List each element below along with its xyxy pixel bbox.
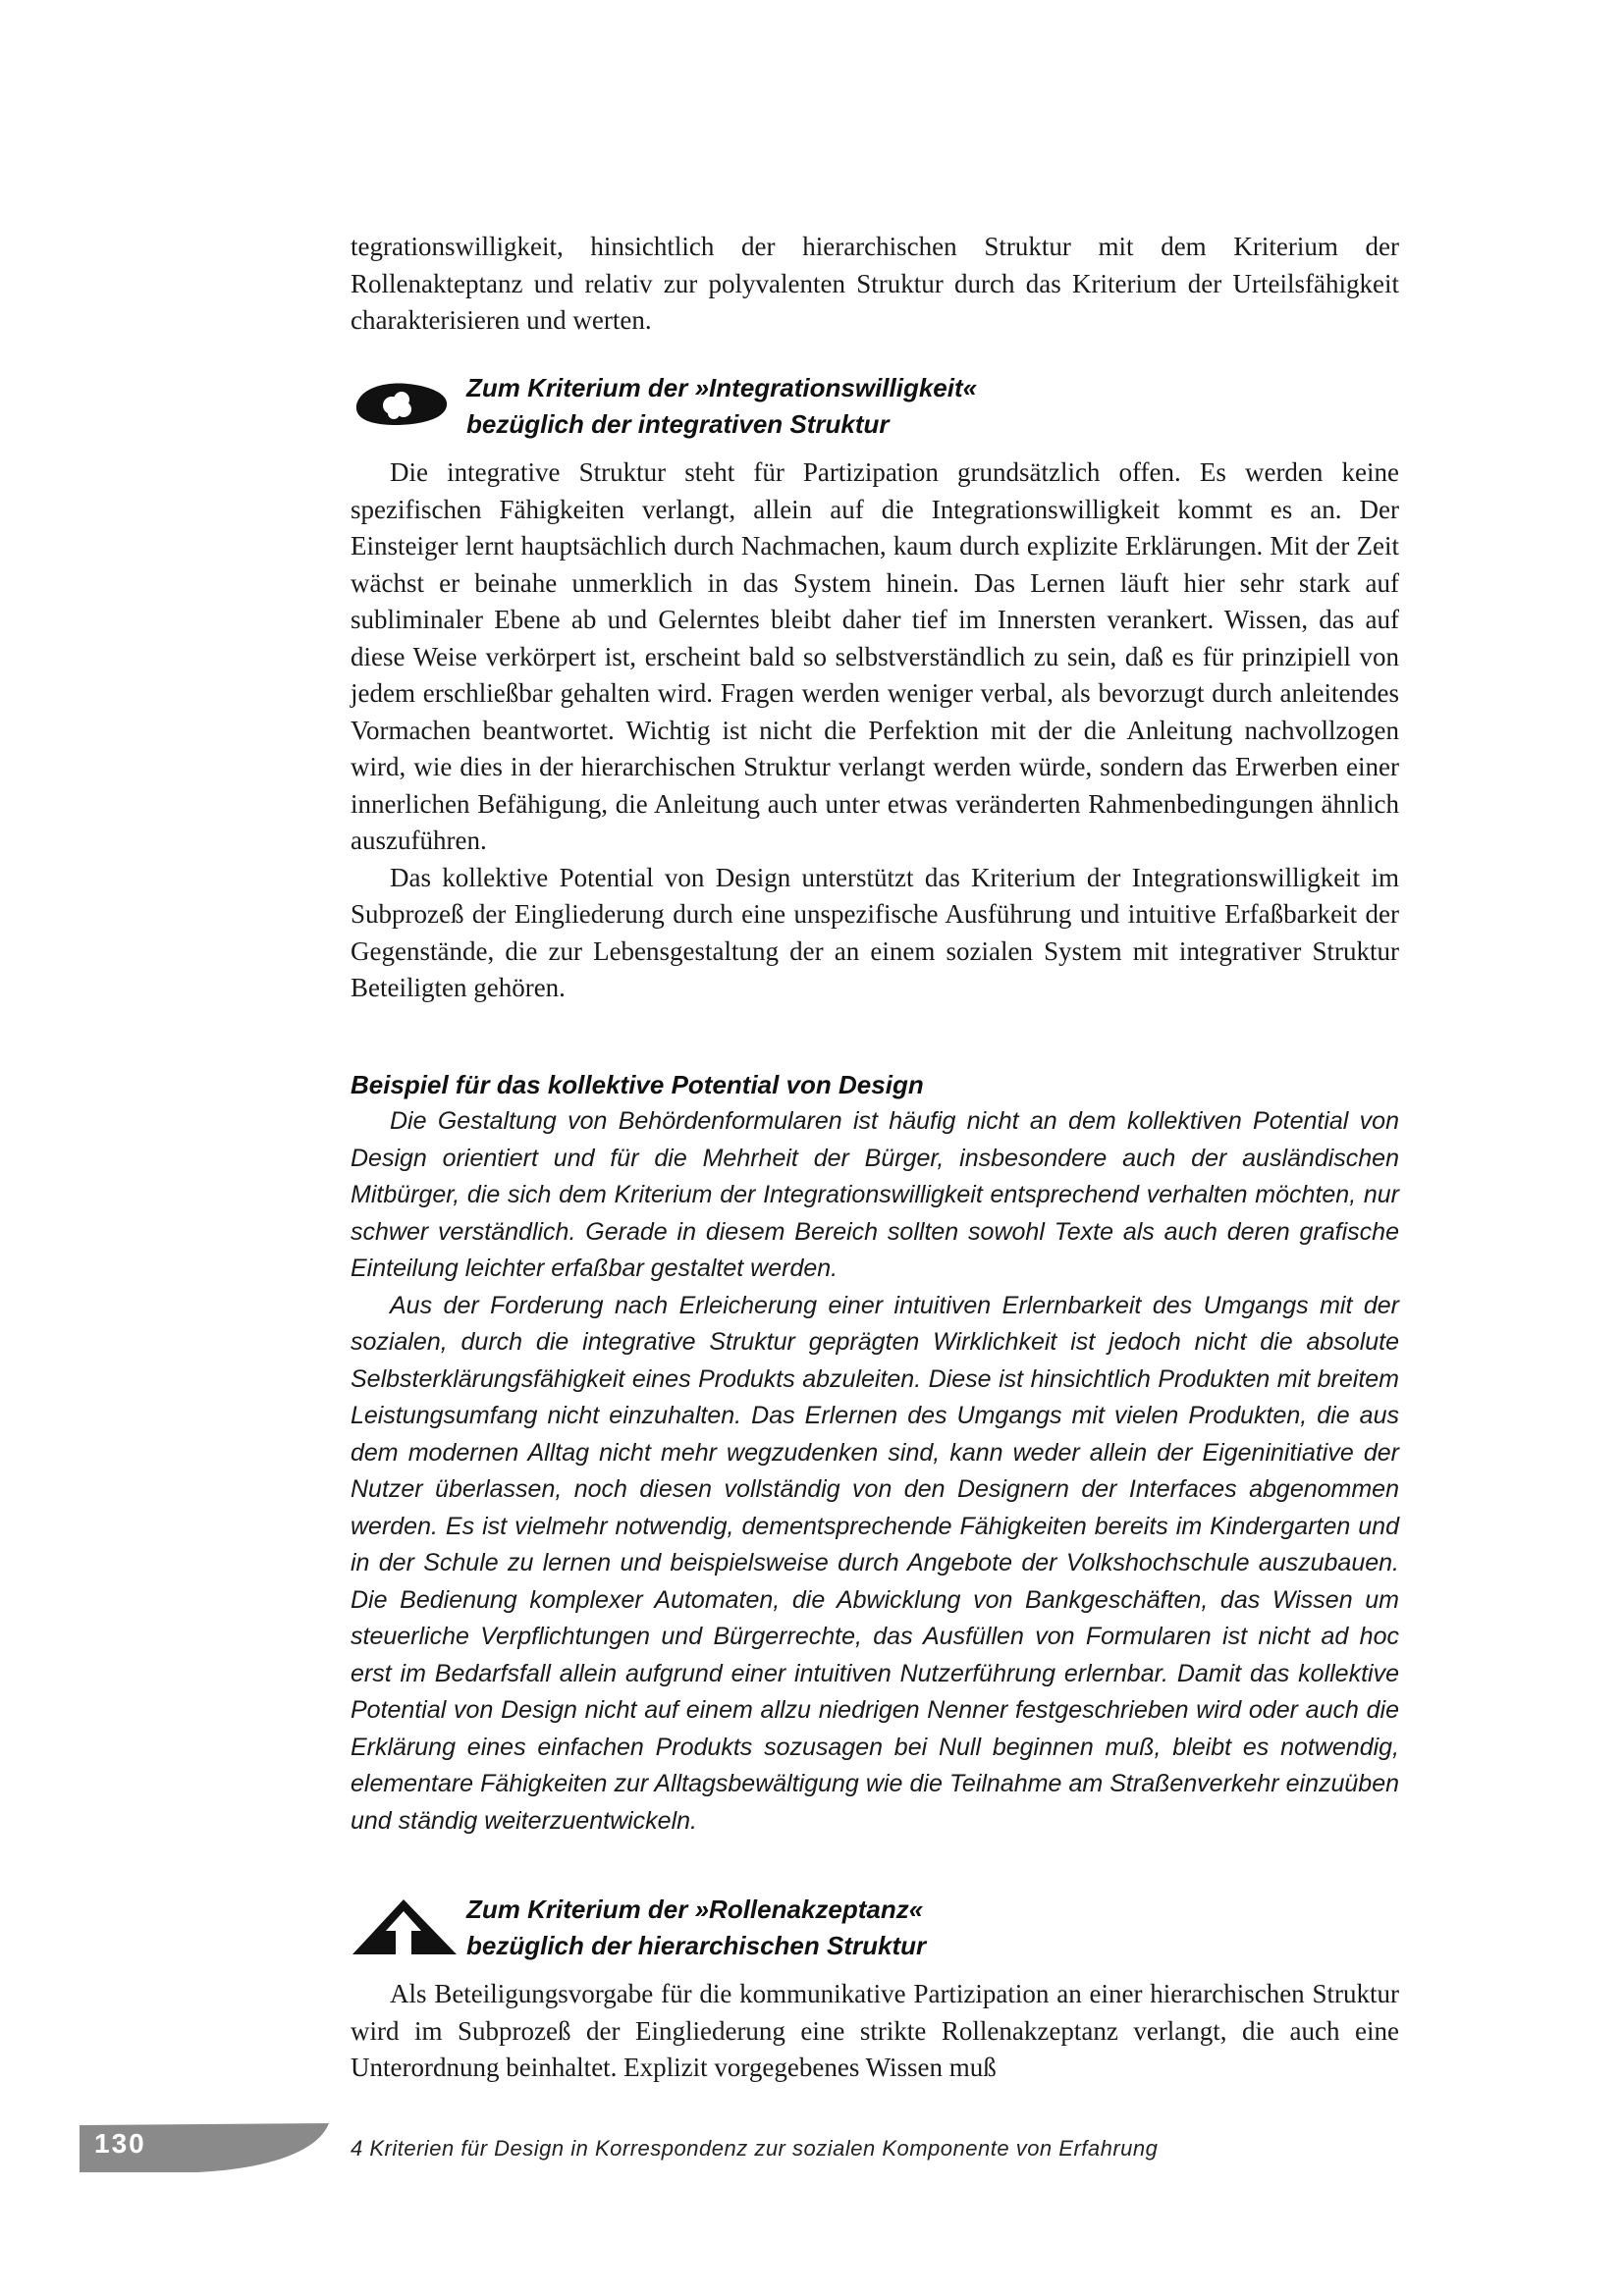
section1-text-block — [351, 454, 1399, 1007]
example-paragraph-1: Die Gestaltung von Behördenformularen ist häufig nicht an dem kollektiven Potential von Design orientiert und für die Mehrheit der Bürger, insbesondere auch der ausländischen Mitbürger, die sich dem Kriterium der Integrationswilligkeit entsprechend verhalten möchten, nur schwer verständlich. Gerade in diesem Bereich sollten sowohl Texte als auch deren grafische Einteilung leichter erfaßbar gestaltet werden. — [351, 1107, 1399, 1282]
section1-paragraph-1: Die integrative Struktur steht für Partizipation grundsätzlich offen. Es werden keine spezifischen Fähigkeiten verlangt, allein auf die Integrationswilligkeit kommt es an. Der Einsteiger lernt hauptsächlich durch Nachmachen, kaum durch explizite Erklärungen. Mit der Zeit wächst er beinahe unmerklich in das System hinein. Das Lernen läuft hier sehr stark auf subliminaler Ebene ab und Gelerntes bleibt daher tief im Innersten verankert. Wissen, das auf diese Weise verkörpert ist, erscheint bald so selbstverständlich zu sein, daß es für prinzipiell von jedem erschließbar gehalten wird. Fragen werden weniger verbal, als bevorzugt durch anleitendes Vormachen beantwortet. Wichtig ist nicht die Perfektion mit der die Anleitung nachvollzogen wird, wie dies in der hierarchischen Struktur verlangt werden würde, sondern das Erwerben einer innerlichen Befähigung, die Anleitung auch unter etwas veränderten Rahmenbedingungen ähnlich auszuführen. — [351, 457, 1399, 855]
page-number: 130 — [94, 2128, 146, 2159]
section-heading-integration — [351, 370, 1399, 443]
intro-paragraph: tegrationswilligkeit, hinsichtlich der hierarchischen Struktur mit dem Kriterium der Rollenakteptanz und relativ zur polyvalenten Struktur durch das Kriterium der Urteilsfähigkeit charakterisieren und werten. — [351, 232, 1399, 335]
section1-paragraph-2: Das kollektive Potential von Design unterstützt das Kriterium der Integrationswilligkeit im Subprozeß der Eingliederung durch eine unspezifische Ausführung und intuitive Erfaßbarkeit der Gegenstände, die zur Lebensgestaltung der an einem sozialen System mit integrativer Struktur Beteiligten gehören. — [351, 862, 1399, 1002]
section-heading-line2: bezüglich der integrativen Struktur — [466, 409, 890, 439]
example-block — [351, 1067, 1399, 1840]
section-heading-text — [466, 1892, 1399, 1964]
hierarchy-triangle-icon — [351, 1897, 459, 1956]
integration-circle-icon — [351, 376, 453, 431]
example-paragraph-2: Aus der Forderung nach Erleicherung einer intuitiven Erlernbarkeit des Umgangs mit der sozialen, durch die integrative Struktur geprägten Wirklichkeit ist jedoch nicht die absolute Selbsterklärungsfähigkeit eines Produkts abzuleiten. Diese ist hinsichtlich Produkten mit breitem Leistungsumfang nicht einzuhalten. Das Erlernen des Umgangs mit vielen Produkten, die aus dem modernen Alltag nicht mehr wegzudenken sind, kann weder allein der Eigeninitiative der Nutzer überlassen, noch diesen vollständig von den Designern der Interfaces abgenommen werden. Es ist vielmehr notwendig, dementsprechende Fähigkeiten bereits im Kindergarten und in der Schule zu lernen und beispielsweise durch Angebote der Volkshochschule auszubauen. Die Bedienung komplexer Automaten, die Abwicklung von Bankgeschäften, das Wissen um steuerliche Verpflichtungen und Bürgerrechte, das Ausfüllen von Formularen ist nicht ad hoc erst im Bedarfsfall allein aufgrund einer intuitiven Nutzerführung erlernbar. Damit das kollektive Potential von Design nicht auf einem allzu niedrigen Nenner festgeschrieben wird oder auch die Erklärung eines einfachen Produkts sozusagen bei Null beginnen muß, bleibt es notwendig, elementare Fähigkeiten zur Alltagsbewältigung wie die Teilnahme am Straßenverkehr einzuüben und ständig weiterzuentwickeln. — [351, 1291, 1399, 1835]
section-heading-line2: bezüglich der hierarchischen Struktur — [466, 1931, 927, 1960]
running-footer: 4 Kriterien für Design in Korrespondenz zur sozialen Komponente von Erfahrung — [351, 2136, 1159, 2161]
section-heading-line1: Zum Kriterium der »Rollenakzeptanz« — [466, 1895, 924, 1924]
section2-text-block — [351, 1976, 1399, 2087]
intro-text-block — [351, 229, 1399, 340]
section-heading-line1: Zum Kriterium der »Integrationswilligkeit« — [466, 373, 978, 402]
example-heading: Beispiel für das kollektive Potential von Design — [351, 1070, 924, 1099]
section-heading-rollenakzeptanz — [351, 1892, 1399, 1964]
section2-paragraph-1: Als Beteiligungsvorgabe für die kommunikative Partizipation an einer hierarchischen Struktur wird im Subprozeß der Eingliederung eine strikte Rollenakzeptanz verlangt, die auch eine Unterordnung beinhaltet. Explizit vorgegebenes Wissen muß — [351, 1979, 1399, 2082]
section-heading-text — [466, 370, 1399, 443]
